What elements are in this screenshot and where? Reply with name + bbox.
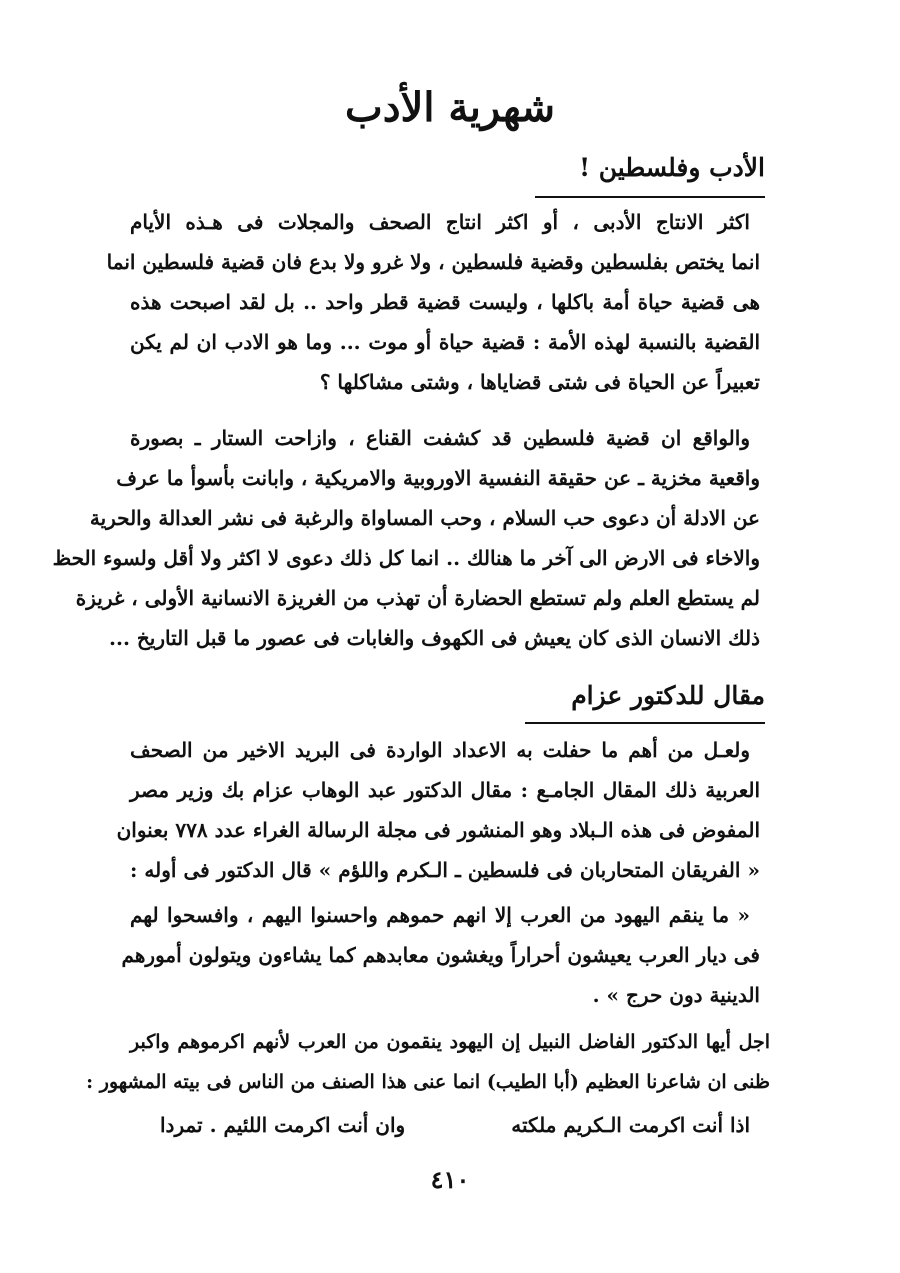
heading-underline [535,196,765,198]
text-line: « الفريقان المتحاربان فى فلسطين ـ الـكرم واللؤم » قال الدكتور فى أوله : [130,858,760,882]
text-line: عن الادلة أن دعوى حب السلام ، وحب المساواة والرغبة فى نشر العدالة والحرية [89,506,760,530]
text-line: تعبيراً عن الحياة فى شتى قضاياها ، وشتى مشاكلها ؟ [319,370,760,394]
text-line: والاخاء فى الارض الى آخر ما هنالك .. انما كل ذلك دعوى لا اكثر ولا أقل ولسوء الحظ [52,546,760,570]
paragraph-2 [52,418,760,658]
text-line: ظنى ان شاعرنا العظيم (أبا الطيب) انما عنى هذا الصنف من الناس فى بيته المشهور : [86,1071,770,1093]
page-title: شهرية الأدب [345,84,555,131]
text-line: العربية ذلك المقال الجامـع : مقال الدكتور عبد الوهاب عزام بك وزير مصر [130,778,760,802]
text-line: فى ديار العرب يعيشون أحراراً ويغشون معابدهم كما يشاءون ويتولون أمورهم [121,943,760,967]
text-line: ذلك الانسان الذى كان يعيش فى الكهوف والغابات فى عصور ما قبل التاريخ ... [109,626,760,650]
text-line: انما يختص بفلسطين وقضية فلسطين ، ولا غرو ولا بدع فان قضية فلسطين انما [106,250,760,274]
paragraph-5 [86,1022,770,1102]
paragraph-4-quote [121,895,760,1015]
paragraph-1 [106,202,760,402]
text-line: القضية بالنسبة لهذه الأمة : قضية حياة أو موت ... وما هو الادب ان لم يكن [130,330,760,354]
text-line: ولعـل من أهم ما حفلت به الاعداد الواردة فى البريد الاخير من الصحف [130,738,750,762]
text-line: « ما ينقم اليهود من العرب إلا انهم حموهم واحسنوا اليهم ، وافسحوا لهم [130,903,750,927]
text-line: هى قضية حياة أمة باكلها ، وليست قضية قطر واحد .. بل لقد اصبحت هذه [130,290,760,314]
text-line: والواقع ان قضية فلسطين قد كشفت القناع ، وازاحت الستار ـ بصورة [130,426,750,450]
section-heading-palestine: الأدب وفلسطين ! [579,153,765,182]
section-heading-azzam-article: مقال للدكتور عزام [571,681,765,710]
text-line: المفوض فى هذه الـبلاد وهو المنشور فى مجلة الرسالة الغراء عدد ٧٧٨ بعنوان [116,818,760,842]
text-line: لم يستطع العلم ولم تستطع الحضارة أن تهذب من الغريزة الانسانية الأولى ، غريزة [75,586,760,610]
verse-hemistich-first: اذا أنت اكرمت الـكريم ملكته [511,1113,750,1137]
verse-hemistich-second: وان أنت اكرمت اللئيم . تمردا [160,1113,406,1137]
text-line: الدينية دون حرج » . [592,983,760,1007]
heading-underline [525,722,765,724]
poetry-verse [160,1105,750,1145]
text-line: اجل أيها الدكتور الفاضل النبيل إن اليهود ينقمون من العرب لأنهم اكرموهم واكبر [130,1031,770,1053]
page-number: ٤١٠ [430,1165,470,1194]
text-line: واقعية مخزية ـ عن حقيقة النفسية الاوروبية والامريكية ، وابانت بأسوأ ما عرف [116,466,760,490]
text-line: اكثر الانتاج الأدبى ، أو اكثر انتاج الصحف والمجلات فى هـذه الأيام [130,210,750,234]
paragraph-3 [116,730,760,890]
